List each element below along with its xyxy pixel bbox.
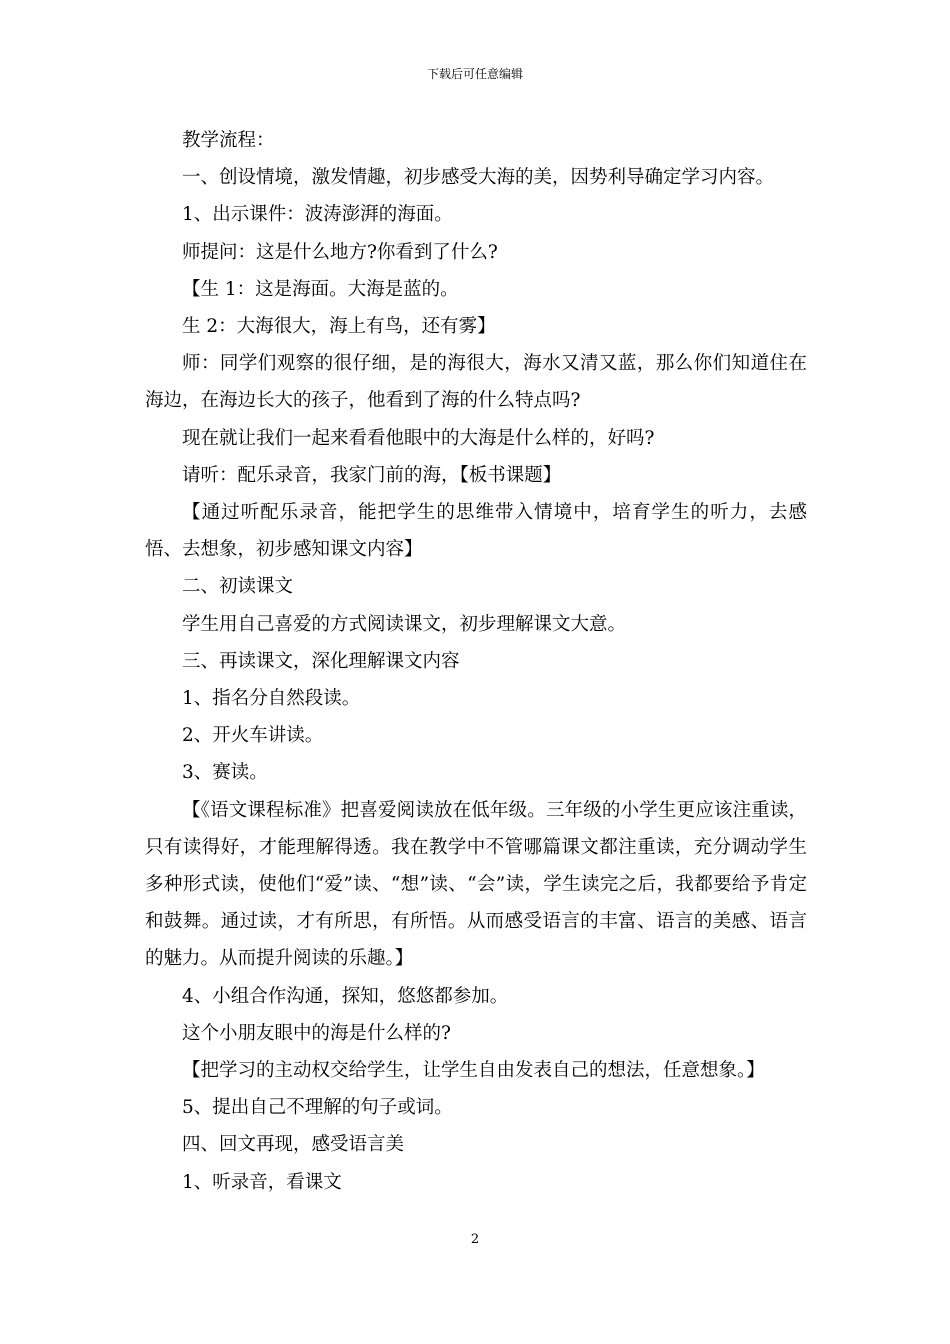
section-heading-3: 三、再读课文，深化理解课文内容 <box>182 650 460 672</box>
paragraph: 3、赛读。 <box>182 762 268 784</box>
paragraph: 【《语文课程标准》把喜爱阅读放在低年级。三年级的小学生更应该注重读，只有读得好，才能理解得透。我在教学中不管哪篇课文都注重读，充分调动学生多种形式读，使他们“爱”读、“想”读、“会”读，学生读完之后，我都要给予肯定和鼓舞。通过读，才有所思，有所悟。从而感受语言的丰富、语言的美感、语言的魅力。从而提升阅读的乐趣。】 <box>145 799 807 970</box>
paragraph: 学生用自己喜爱的方式阅读课文，初步理解课文大意。 <box>182 613 627 635</box>
paragraph: 2、开火车讲读。 <box>182 725 324 747</box>
page-header: 下载后可任意编辑 <box>426 67 523 81</box>
paragraph: 4、小组合作沟通，探知，悠悠都参加。 <box>182 985 509 1007</box>
section-heading-1: 一、创设情境，激发情趣，初步感受大海的美，因势利导确定学习内容。 <box>182 167 775 189</box>
page-number: 2 <box>470 1232 480 1247</box>
paragraph: 【生 1：这是海面。大海是蓝的。 <box>182 278 459 300</box>
paragraph: 生 2：大海很大，海上有鸟，还有雾】 <box>182 316 496 338</box>
document-body <box>145 122 807 1201</box>
paragraph: 【通过听配乐录音，能把学生的思维带入情境中，培育学生的听力，去感悟、去想象，初步感知课文内容】 <box>145 502 807 561</box>
paragraph: 师提问：这是什么地方?你看到了什么? <box>182 241 498 263</box>
paragraph: 1、出示课件：波涛澎湃的海面。 <box>182 204 453 226</box>
paragraph: 师：同学们观察的很仔细，是的海很大，海水又清又蓝，那么你们知道住在海边，在海边长大的孩子，他看到了海的什么特点吗? <box>145 353 807 412</box>
paragraph-title: 教学流程： <box>182 130 275 151</box>
section-heading-4: 四、回文再现，感受语言美 <box>182 1134 405 1156</box>
section-heading-2: 二、初读课文 <box>182 576 294 598</box>
paragraph: 1、听录音，看课文 <box>182 1171 342 1193</box>
paragraph: 5、提出自己不理解的句子或词。 <box>182 1097 453 1119</box>
paragraph: 【把学习的主动权交给学生，让学生自由发表自己的想法，任意想象。】 <box>182 1060 765 1082</box>
paragraph: 请听：配乐录音，我家门前的海，【板书课题】 <box>182 464 562 486</box>
paragraph: 这个小朋友眼中的海是什么样的? <box>182 1022 451 1044</box>
paragraph: 1、指名分自然段读。 <box>182 688 361 710</box>
paragraph: 现在就让我们一起来看看他眼中的大海是什么样的，好吗? <box>182 427 655 449</box>
